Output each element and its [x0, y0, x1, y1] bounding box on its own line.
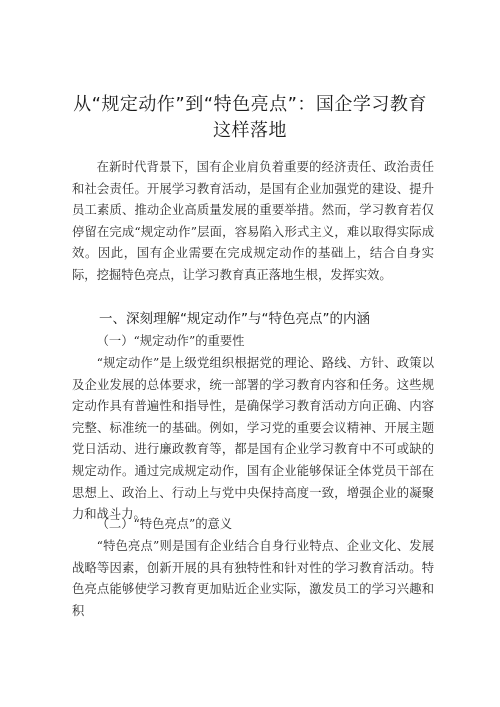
- intro-paragraph: 在新时代背景下，国有企业肩负着重要的经济责任、政治责任和社会责任。开展学习教育活动，是国有企业加强党的建设、提升员工素质、推动企业高质量发展的重要举措。然而，学习教育若仅停留在完成“规定动作”层面，容易陷入形式主义，难以取得实际成效。因此，国有企业需要在完成规定动作的基础上，结合自身实际，挖掘特色亮点，让学习教育真正落地生根，发挥实效。: [72, 160, 434, 282]
- page-title: 从“规定动作”到“特色亮点”：国企学习教育这样落地: [73, 94, 427, 141]
- body-paragraph: “特色亮点”则是国有企业结合自身行业特点、企业文化、发展战略等因素，创新开展的具有独特性和针对性的学习教育活动。特色亮点能够使学习教育更加贴近企业实际，激发员工的学习兴趣和积: [72, 539, 434, 618]
- section-heading: 一、深刻理解“规定动作”与“特色亮点”的内涵: [99, 311, 370, 327]
- subsection-heading: （一）“规定动作”的重要性: [96, 334, 245, 348]
- body-paragraph: “规定动作”是上级党组织根据党的理论、路线、方针、政策以及企业发展的总体要求，统一部署的学习教育内容和任务。这些规定动作具有普遍性和指导性，是确保学习教育活动方向正确、内容完整、标准统一的基础。例如，学习党的重要会议精神、开展主题党日活动、进行廉政教育等，都是国有企业学习教育中不可或缺的规定动作。通过完成规定动作，国有企业能够保证全体党员干部在思想上、政治上、行动上与党中央保持高度一致，增强企业的凝聚力和战斗力。: [72, 356, 434, 522]
- subsection-heading: （二）“特色亮点”的意义: [96, 517, 233, 531]
